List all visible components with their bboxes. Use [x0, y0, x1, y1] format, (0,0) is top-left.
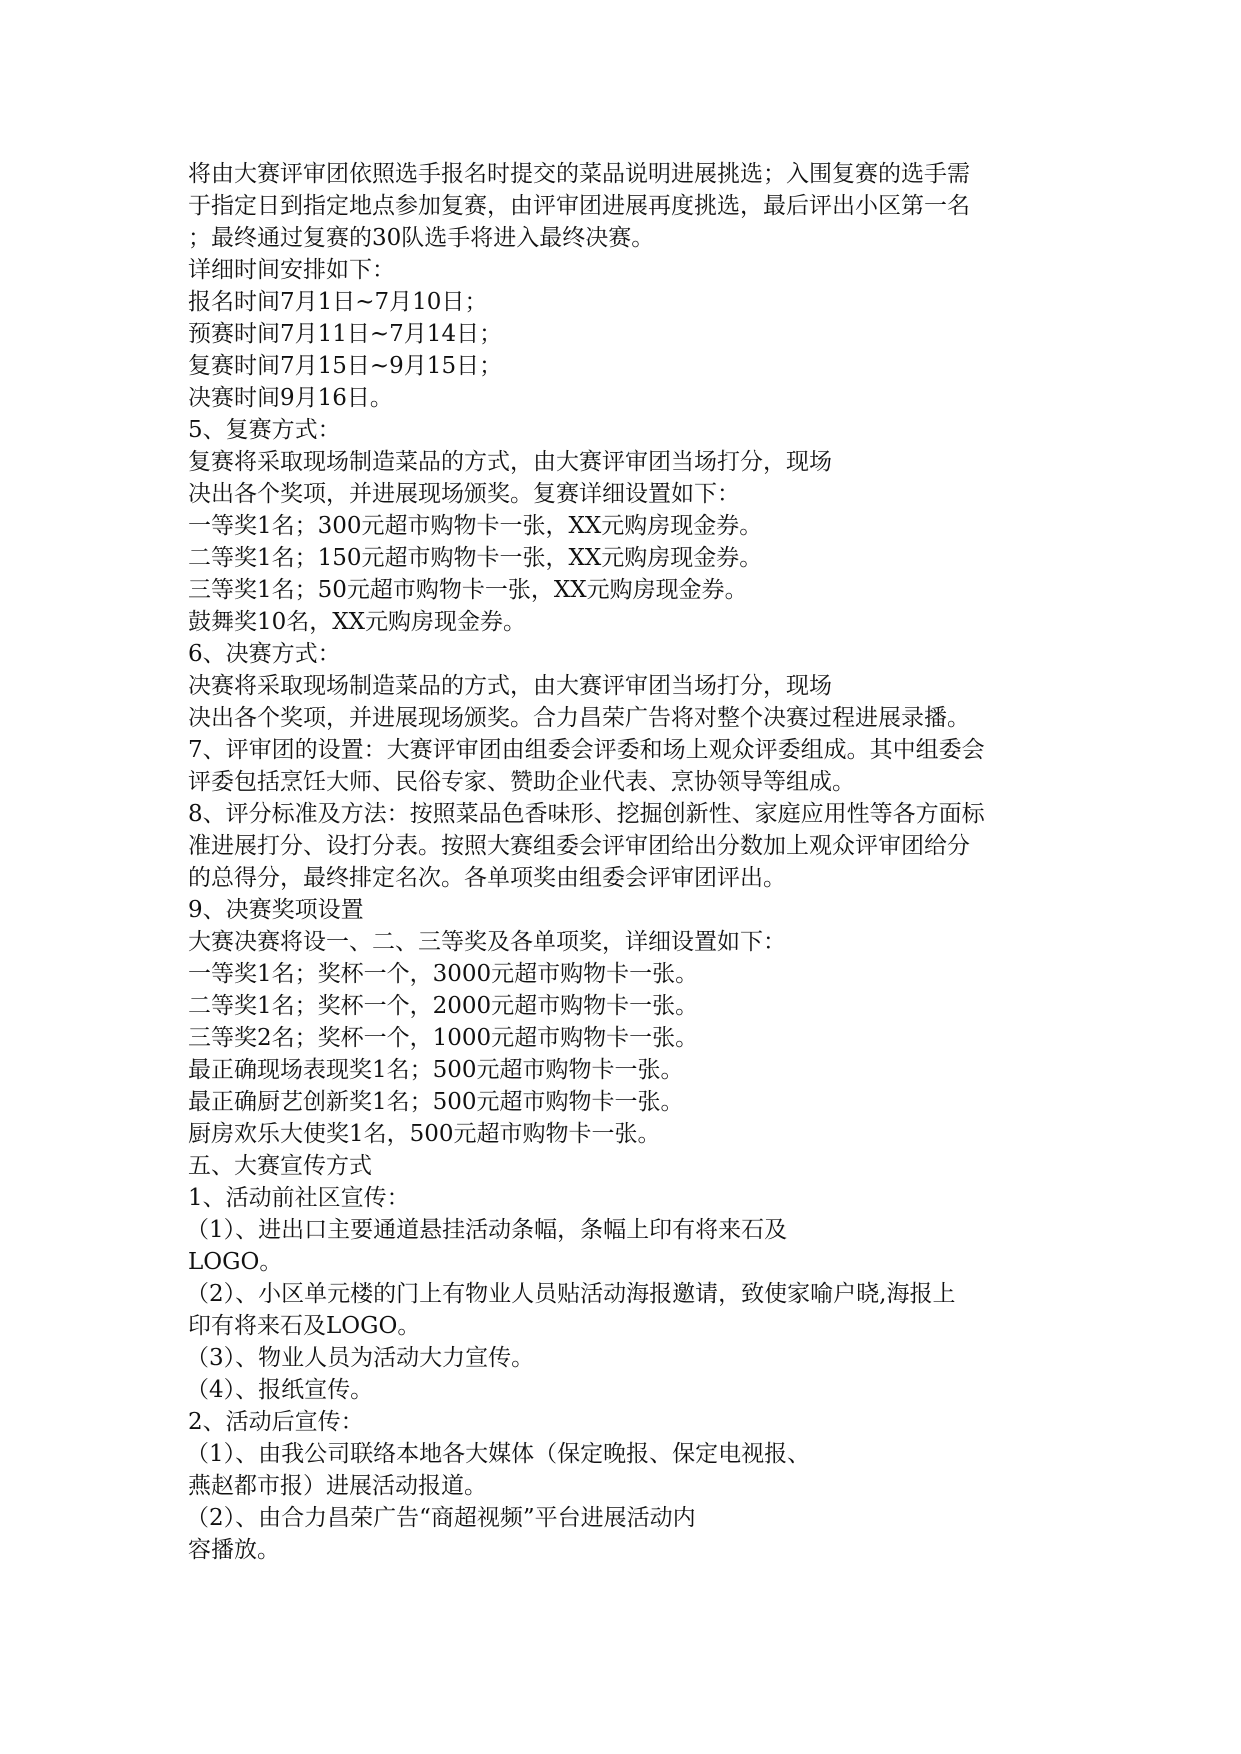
section-heading: 五、大赛宣传方式: [188, 1153, 372, 1179]
text-line: 决出各个奖项，并进展现场颁奖。复赛详细设置如下：: [188, 481, 740, 507]
list-item: （2）、小区单元楼的门上有物业人员贴活动海报邀请，致使家喻户晓,海报上: [186, 1281, 956, 1307]
document-body: [188, 158, 1068, 1566]
list-item: （1）、由我公司联络本地各大媒体（保定晚报、保定电视报、: [186, 1441, 811, 1467]
section-heading: 8、评分标准及方法：按照菜品色香味形、挖掘创新性、家庭应用性等各方面标: [188, 801, 985, 827]
prize-line: 二等奖1名；150元超市购物卡一张，XX元购房现金券。: [188, 545, 763, 571]
prize-line: 最正确现场表现奖1名；500元超市购物卡一张。: [188, 1057, 684, 1083]
prize-line: 二等奖1名；奖杯一个，2000元超市购物卡一张。: [188, 993, 699, 1019]
prize-line: 鼓舞奖10名，XX元购房现金券。: [188, 609, 527, 635]
list-item: （1）、进出口主要通道悬挂活动条幅，条幅上印有将来石及: [186, 1217, 788, 1243]
list-item: （2）、由合力昌荣广告“商超视频”平台进展活动内: [186, 1505, 696, 1531]
text-line: 于指定日到指定地点参加复赛，由评审团进展再度挑选，最后评出小区第一名: [188, 193, 970, 219]
text-line: ；最终通过复赛的30队选手将进入最终决赛。: [188, 225, 655, 251]
subsection-heading: 2、活动后宣传：: [188, 1409, 364, 1435]
section-heading: 9、决赛奖项设置: [188, 897, 364, 923]
text-line: 复赛将采取现场制造菜品的方式，由大赛评审团当场打分，现场: [188, 449, 832, 475]
section-heading: 6、决赛方式：: [188, 641, 341, 667]
text-line: LOGO。: [188, 1249, 283, 1275]
prize-line: 一等奖1名；奖杯一个，3000元超市购物卡一张。: [188, 961, 699, 987]
prize-line: 厨房欢乐大使奖1名，500元超市购物卡一张。: [188, 1121, 661, 1147]
list-item: （4）、报纸宣传。: [186, 1377, 374, 1403]
prize-line: 一等奖1名；300元超市购物卡一张，XX元购房现金券。: [188, 513, 763, 539]
text-line: 报名时间7月1日~7月10日；: [188, 289, 488, 315]
text-line: 准进展打分、设打分表。按照大赛组委会评审团给出分数加上观众评审团给分: [188, 833, 970, 859]
subsection-heading: 1、活动前社区宣传：: [188, 1185, 410, 1211]
text-line: 预赛时间7月11日~7月14日；: [188, 321, 503, 347]
text-line: 的总得分，最终排定名次。各单项奖由组委会评审团评出。: [188, 865, 786, 891]
text-line: 复赛时间7月15日~9月15日；: [188, 353, 503, 379]
text-line: 燕赵都市报）进展活动报道。: [188, 1473, 487, 1499]
prize-line: 三等奖1名；50元超市购物卡一张，XX元购房现金券。: [188, 577, 748, 603]
text-line: 将由大赛评审团依照选手报名时提交的菜品说明进展挑选；入围复赛的选手需: [188, 161, 970, 187]
list-item: （3）、物业人员为活动大力宣传。: [186, 1345, 535, 1371]
text-line: 决赛将采取现场制造菜品的方式，由大赛评审团当场打分，现场: [188, 673, 832, 699]
prize-line: 三等奖2名；奖杯一个，1000元超市购物卡一张。: [188, 1025, 699, 1051]
text-line: 印有将来石及LOGO。: [188, 1313, 421, 1339]
text-line: 详细时间安排如下：: [188, 257, 395, 283]
text-line: 评委包括烹饪大师、民俗专家、赞助企业代表、烹协领导等组成。: [188, 769, 855, 795]
text-line: 大赛决赛将设一、二、三等奖及各单项奖，详细设置如下：: [188, 929, 786, 955]
prize-line: 最正确厨艺创新奖1名；500元超市购物卡一张。: [188, 1089, 684, 1115]
text-line: 容播放。: [188, 1537, 280, 1563]
text-line: 决出各个奖项，并进展现场颁奖。合力昌荣广告将对整个决赛过程进展录播。: [188, 705, 970, 731]
section-heading: 7、评审团的设置：大赛评审团由组委会评委和场上观众评委组成。其中组委会: [188, 737, 985, 763]
section-heading: 5、复赛方式：: [188, 417, 341, 443]
text-line: 决赛时间9月16日。: [188, 385, 393, 411]
